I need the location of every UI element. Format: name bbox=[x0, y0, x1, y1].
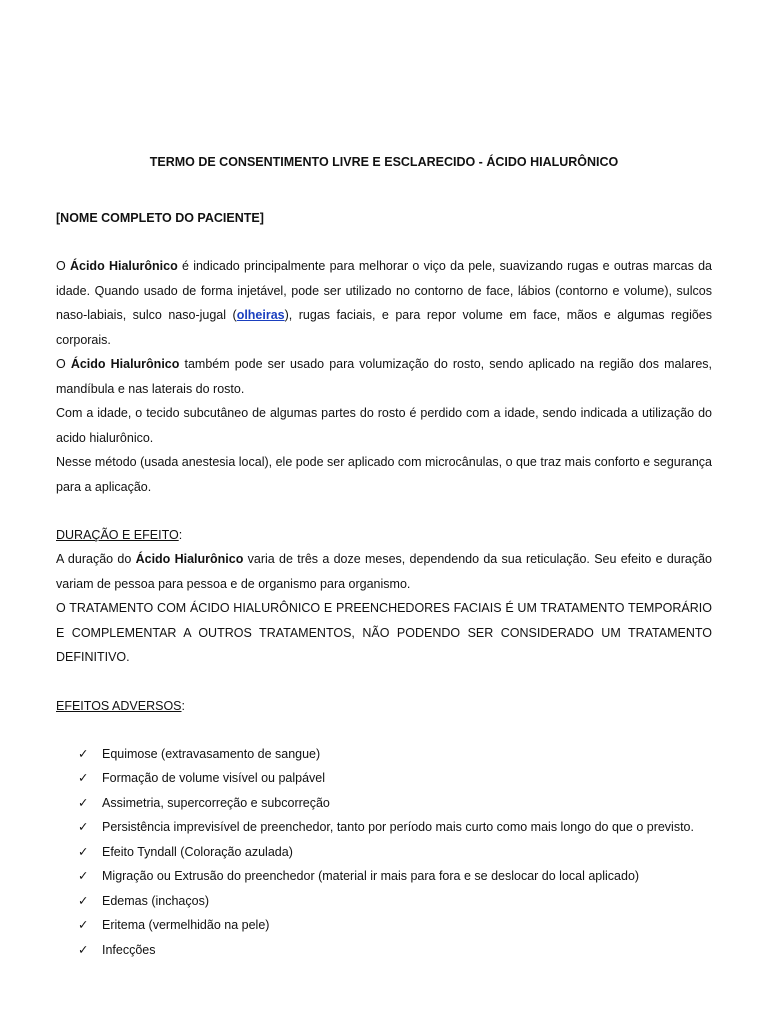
list-item: ✓ Eritema (vermelhidão na pele) bbox=[56, 913, 712, 938]
check-icon: ✓ bbox=[78, 820, 89, 834]
intro-paragraph-3: Com a idade, o tecido subcutâneo de algumas partes do rosto é perdido com a idade, sendo indicada a utilização do acido hialurônico. bbox=[56, 406, 712, 445]
check-icon: ✓ bbox=[78, 918, 89, 932]
duration-heading: DURAÇÃO E EFEITO: bbox=[56, 528, 183, 542]
list-item: ✓ Formação de volume visível ou palpável bbox=[56, 766, 712, 791]
document-title: TERMO DE CONSENTIMENTO LIVRE E ESCLARECIDO - ÁCIDO HIALURÔNICO bbox=[149, 155, 619, 169]
check-icon: ✓ bbox=[78, 795, 89, 810]
check-icon: ✓ bbox=[78, 942, 89, 957]
list-item: ✓ Efeito Tyndall (Coloração azulada) bbox=[56, 840, 712, 865]
intro-paragraph-1: O Ácido Hialurônico é indicado principalmente para melhorar o viço da pele, suavizando rugas e outras marcas da idade. Quando usado de forma injetável, pode ser utilizado no contorno de face, lábios (contorno e volume), sulcos naso-labiais, sulco naso-jugal (olheiras), rugas faciais, e para repor volume em face, mãos e algumas regiões corporais. bbox=[56, 259, 713, 347]
intro-paragraph-2: O Ácido Hialurônico também pode ser usado para volumização do rosto, sendo aplicado na região dos malares, mandíbula e nas laterais do rosto. bbox=[56, 357, 712, 396]
check-icon: ✓ bbox=[78, 771, 89, 785]
term-acido-hialuronico: Ácido Hialurônico bbox=[69, 259, 178, 273]
olheiras-link[interactable]: olheiras bbox=[236, 308, 285, 322]
check-icon: ✓ bbox=[78, 893, 89, 908]
intro-paragraph-4: Nesse método (usada anestesia local), ele pode ser aplicado com microcânulas, o que traz mais conforto e segurança para a aplicação. bbox=[56, 455, 712, 494]
check-icon: ✓ bbox=[78, 746, 89, 761]
list-item: ✓ Equimose (extravasamento de sangue) bbox=[56, 742, 712, 767]
list-item: ✓ Infecções bbox=[56, 938, 712, 963]
term-acido-hialuronico: Ácido Hialurônico bbox=[135, 552, 244, 566]
adverse-heading: EFEITOS ADVERSOS: bbox=[56, 698, 185, 713]
adverse-effects-list bbox=[56, 742, 712, 963]
list-item: ✓ Persistência imprevisível de preenchedor, tanto por período mais curto como mais longo do que o previsto. bbox=[56, 815, 712, 840]
term-acido-hialuronico: Ácido Hialurônico bbox=[70, 357, 180, 371]
patient-name-placeholder: [NOME COMPLETO DO PACIENTE] bbox=[56, 211, 264, 225]
check-icon: ✓ bbox=[78, 869, 89, 883]
document-page bbox=[56, 150, 712, 962]
duration-paragraph-2: O TRATAMENTO COM ÁCIDO HIALURÔNICO E PREENCHEDORES FACIAIS É UM TRATAMENTO TEMPORÁRIO E COMPLEMENTAR A OUTROS TRATAMENTOS, NÃO PODENDO SER CONSIDERADO UM TRATAMENTO DEFINITIVO. bbox=[56, 601, 712, 664]
duration-paragraph-1: A duração do Ácido Hialurônico varia de três a doze meses, dependendo da sua reticulação. Seu efeito e duração variam de pessoa para pessoa e de organismo para organismo. bbox=[56, 552, 712, 591]
check-icon: ✓ bbox=[78, 844, 89, 859]
list-item: ✓ Assimetria, supercorreção e subcorreção bbox=[56, 791, 712, 816]
list-item: ✓ Edemas (inchaços) bbox=[56, 889, 712, 914]
list-item: ✓ Migração ou Extrusão do preenchedor (material ir mais para fora e se deslocar do local aplicado) bbox=[56, 864, 712, 889]
